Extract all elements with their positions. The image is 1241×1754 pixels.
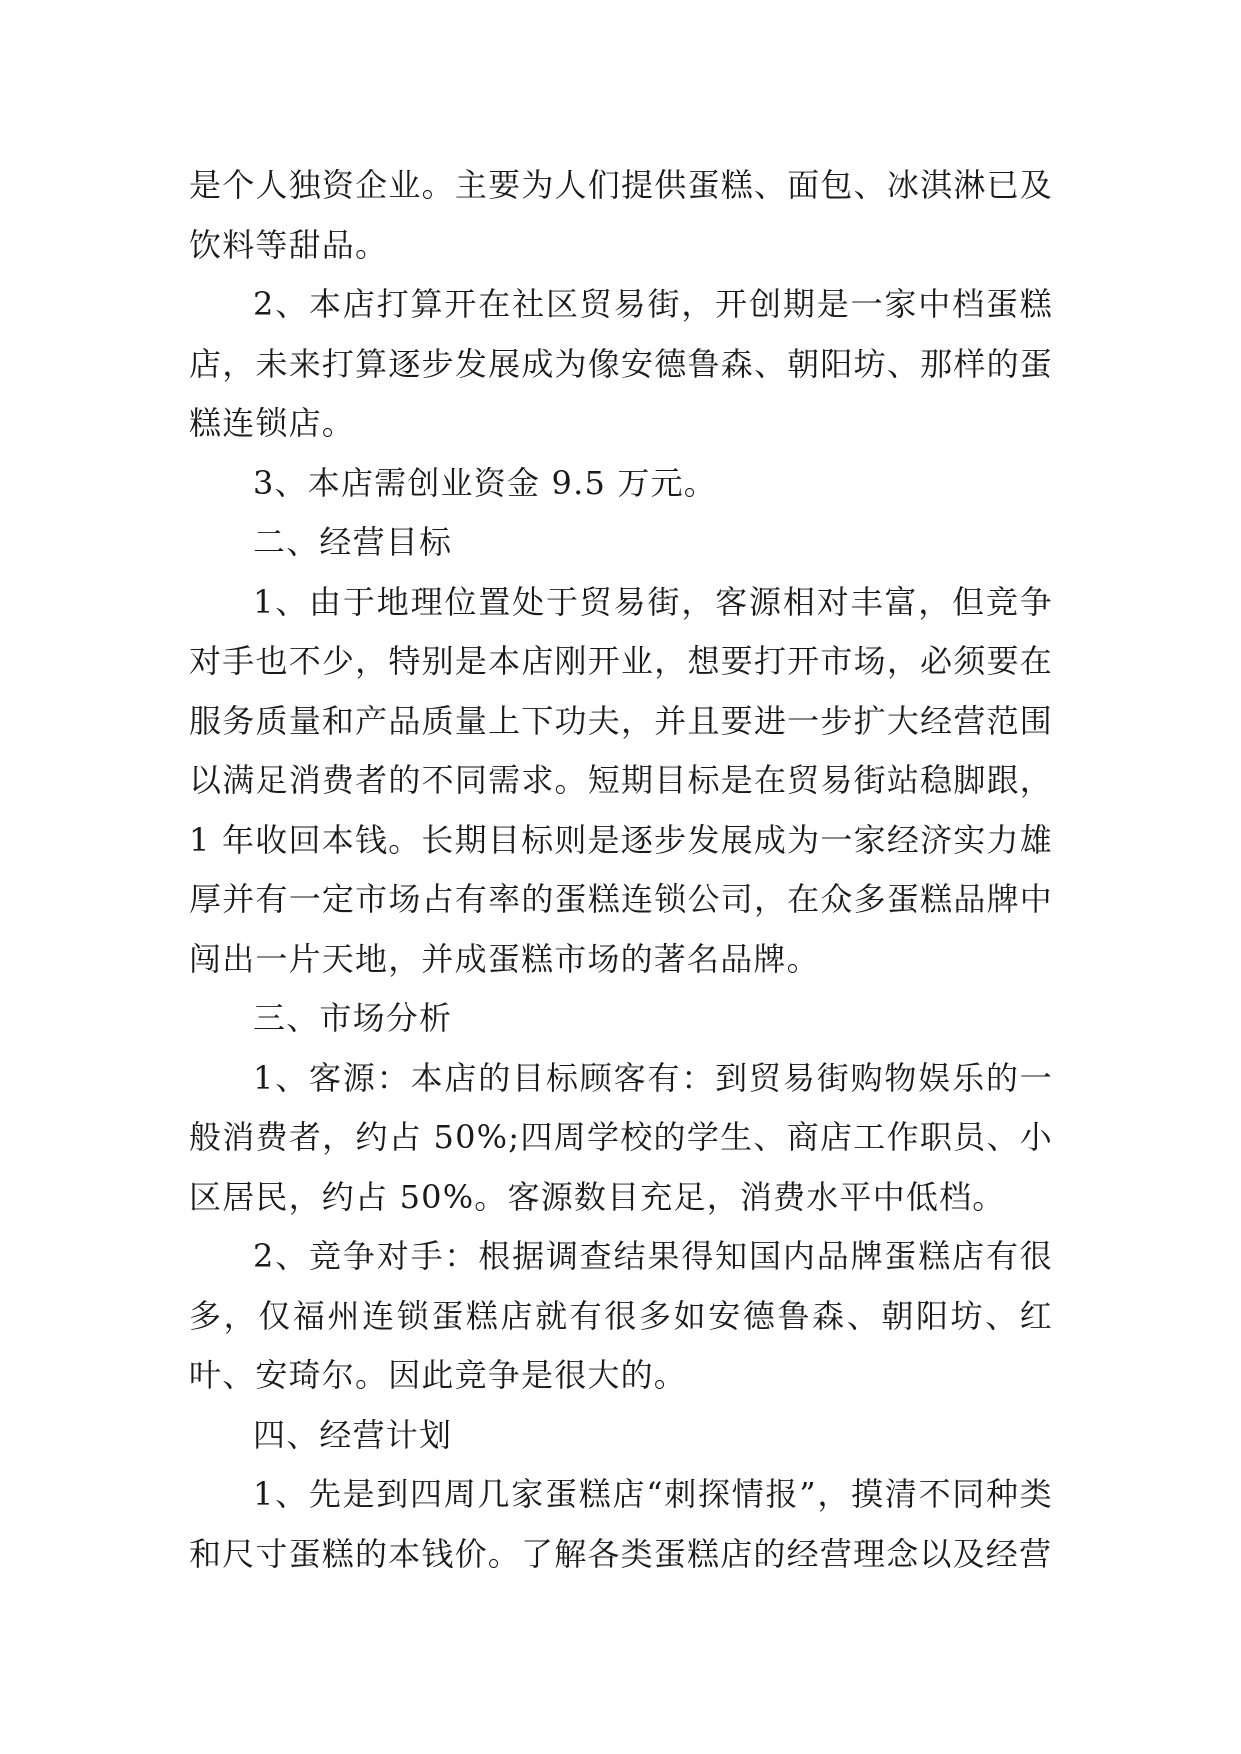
paragraph-intro-continuation: 是个人独资企业。主要为人们提供蛋糕、面包、冰淇淋已及饮料等甜品。 <box>189 166 1053 264</box>
paragraph-item-funding: 3、本店需创业资金 9.5 万元。 <box>253 463 717 502</box>
section-heading-market-analysis: 三、市场分析 <box>253 999 453 1037</box>
paragraph-item-customers: 1、客源：本店的目标顾客有：到贸易街购物娱乐的一般消费者，约占 50%;四周学校的学生、商店工作职员、小区居民，约占 50%。客源数目充足，消费水平中低档。 <box>189 1058 1053 1216</box>
document-body <box>189 156 1053 1584</box>
section-heading-business-plan: 四、经营计划 <box>253 1415 453 1454</box>
paragraph-item-location: 2、本店打算开在社区贸易街，开创期是一家中档蛋糕店，未来打算逐步发展成为像安德鲁森、朝阳坊、那样的蛋糕连锁店。 <box>189 285 1053 442</box>
paragraph-item-goals: 1、由于地理位置处于贸易街，客源相对丰富，但竞争对手也不少，特别是本店刚开业，想要打开市场，必须要在服务质量和产品质量上下功夫，并且要进一步扩大经营范围以满足消费者的不同需求。短期目标是在贸易街站稳脚跟，1 年收回本钱。长期目标则是逐步发展成为一家经济实力雄厚并有一定市场占有率的蛋糕连锁公司，在众多蛋糕品牌中闯出一片天地，并成蛋糕市场的著名品牌。 <box>189 582 1053 978</box>
section-heading-business-goals: 二、经营目标 <box>253 523 453 561</box>
paragraph-item-plan-step-1: 1、先是到四周几家蛋糕店“刺探情报”，摸清不同种类和尺寸蛋糕的本钱价。了解各类蛋糕店的经营理念以及经营 <box>189 1475 1053 1573</box>
paragraph-item-competitors: 2、竞争对手：根据调查结果得知国内品牌蛋糕店有很多，仅福州连锁蛋糕店就有很多如安德鲁森、朝阳坊、红叶、安琦尔。因此竞争是很大的。 <box>189 1237 1053 1394</box>
